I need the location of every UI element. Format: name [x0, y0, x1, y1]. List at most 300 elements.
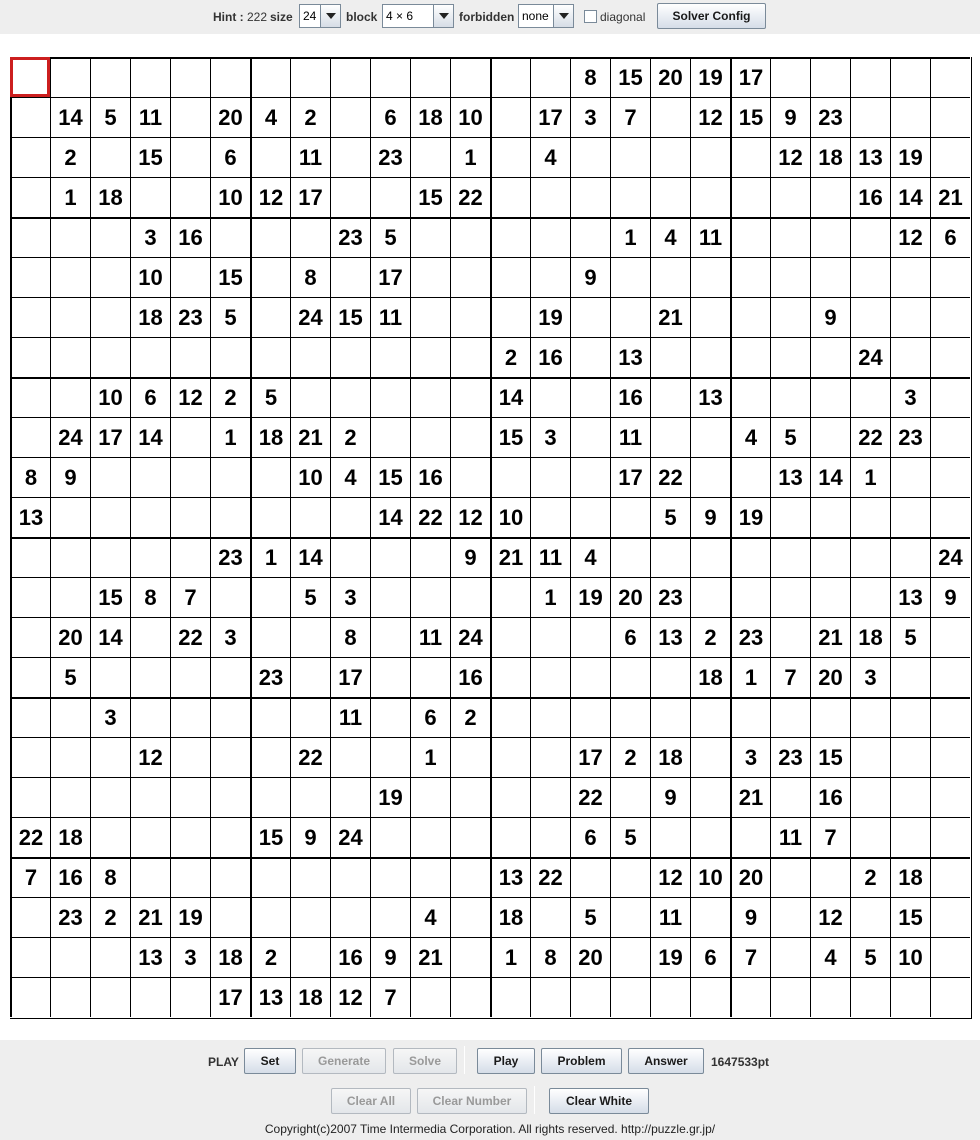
grid-cell[interactable]: 11: [290, 137, 330, 177]
grid-cell[interactable]: 7: [610, 97, 650, 137]
grid-cell[interactable]: [690, 697, 730, 737]
grid-cell[interactable]: 5: [890, 617, 930, 657]
grid-cell[interactable]: [690, 977, 730, 1017]
chevron-down-icon[interactable]: [553, 5, 573, 27]
grid-cell[interactable]: [850, 577, 890, 617]
grid-cell[interactable]: [530, 697, 570, 737]
grid-cell[interactable]: 10: [890, 937, 930, 977]
grid-cell[interactable]: [650, 977, 690, 1017]
grid-cell[interactable]: 17: [730, 57, 770, 97]
grid-cell[interactable]: 19: [730, 497, 770, 537]
grid-cell[interactable]: [130, 457, 170, 497]
grid-cell[interactable]: [930, 777, 970, 817]
grid-cell[interactable]: [410, 777, 450, 817]
grid-cell[interactable]: [930, 297, 970, 337]
grid-cell[interactable]: [210, 337, 250, 377]
grid-cell[interactable]: [330, 97, 370, 137]
grid-cell[interactable]: [930, 857, 970, 897]
grid-cell[interactable]: [810, 537, 850, 577]
grid-cell[interactable]: 16: [610, 377, 650, 417]
grid-cell[interactable]: 8: [10, 457, 50, 497]
grid-cell[interactable]: [90, 297, 130, 337]
grid-cell[interactable]: 2: [850, 857, 890, 897]
grid-cell[interactable]: [50, 497, 90, 537]
grid-cell[interactable]: [690, 777, 730, 817]
grid-cell[interactable]: [490, 137, 530, 177]
grid-cell[interactable]: 8: [330, 617, 370, 657]
grid-cell[interactable]: 14: [130, 417, 170, 457]
grid-cell[interactable]: [170, 417, 210, 457]
grid-cell[interactable]: [410, 257, 450, 297]
grid-cell[interactable]: 13: [130, 937, 170, 977]
grid-cell[interactable]: [690, 417, 730, 457]
grid-cell[interactable]: 19: [370, 777, 410, 817]
grid-cell[interactable]: [370, 857, 410, 897]
grid-cell[interactable]: [370, 657, 410, 697]
grid-cell[interactable]: 9: [810, 297, 850, 337]
grid-cell[interactable]: 9: [50, 457, 90, 497]
grid-cell[interactable]: [650, 177, 690, 217]
grid-cell[interactable]: 5: [250, 377, 290, 417]
grid-cell[interactable]: [90, 137, 130, 177]
grid-cell[interactable]: [770, 697, 810, 737]
grid-cell[interactable]: [450, 937, 490, 977]
grid-cell[interactable]: [930, 57, 970, 97]
grid-cell[interactable]: [490, 657, 530, 697]
grid-cell[interactable]: [810, 217, 850, 257]
grid-cell[interactable]: [490, 57, 530, 97]
grid-cell[interactable]: 18: [890, 857, 930, 897]
grid-cell[interactable]: 11: [770, 817, 810, 857]
grid-cell[interactable]: 12: [330, 977, 370, 1017]
grid-cell[interactable]: [450, 897, 490, 937]
chevron-down-icon[interactable]: [320, 5, 340, 27]
grid-cell[interactable]: [410, 377, 450, 417]
grid-cell[interactable]: [10, 737, 50, 777]
grid-cell[interactable]: 1: [250, 537, 290, 577]
grid-cell[interactable]: [210, 697, 250, 737]
grid-cell[interactable]: [10, 377, 50, 417]
grid-cell[interactable]: 9: [570, 257, 610, 297]
grid-cell[interactable]: [250, 617, 290, 657]
grid-cell[interactable]: 16: [330, 937, 370, 977]
grid-cell[interactable]: [50, 377, 90, 417]
grid-cell[interactable]: [370, 577, 410, 617]
grid-cell[interactable]: [490, 697, 530, 737]
grid-cell[interactable]: [650, 697, 690, 737]
grid-cell[interactable]: [890, 697, 930, 737]
grid-cell[interactable]: [10, 97, 50, 137]
grid-cell[interactable]: 14: [290, 537, 330, 577]
grid-cell[interactable]: [10, 537, 50, 577]
grid-cell[interactable]: [370, 177, 410, 217]
grid-cell[interactable]: 20: [810, 657, 850, 697]
block-select[interactable]: [382, 4, 454, 28]
grid-cell[interactable]: [10, 937, 50, 977]
grid-cell[interactable]: 7: [10, 857, 50, 897]
grid-cell[interactable]: [890, 977, 930, 1017]
grid-cell[interactable]: [10, 177, 50, 217]
grid-cell[interactable]: [330, 857, 370, 897]
grid-cell[interactable]: [290, 937, 330, 977]
grid-cell[interactable]: 2: [250, 937, 290, 977]
grid-cell[interactable]: 22: [530, 857, 570, 897]
grid-cell[interactable]: [770, 297, 810, 337]
grid-cell[interactable]: 14: [810, 457, 850, 497]
grid-cell[interactable]: 16: [410, 457, 450, 497]
grid-cell[interactable]: [530, 657, 570, 697]
grid-cell[interactable]: 13: [770, 457, 810, 497]
grid-cell[interactable]: [290, 697, 330, 737]
grid-cell[interactable]: 9: [450, 537, 490, 577]
grid-cell[interactable]: [570, 697, 610, 737]
grid-cell[interactable]: 12: [450, 497, 490, 537]
grid-cell[interactable]: 1: [50, 177, 90, 217]
grid-cell[interactable]: 4: [810, 937, 850, 977]
grid-cell[interactable]: [130, 617, 170, 657]
grid-cell[interactable]: [770, 937, 810, 977]
grid-cell[interactable]: 10: [290, 457, 330, 497]
grid-cell[interactable]: [410, 657, 450, 697]
forbidden-select[interactable]: [518, 4, 574, 28]
grid-cell[interactable]: 12: [650, 857, 690, 897]
solver-config-button[interactable]: Solver Config: [657, 3, 766, 29]
grid-cell[interactable]: [250, 497, 290, 537]
grid-cell[interactable]: 18: [90, 177, 130, 217]
grid-cell[interactable]: [530, 897, 570, 937]
grid-cell[interactable]: [690, 337, 730, 377]
grid-cell[interactable]: 1: [210, 417, 250, 457]
grid-cell[interactable]: [650, 97, 690, 137]
grid-cell[interactable]: [410, 337, 450, 377]
grid-cell[interactable]: 3: [570, 97, 610, 137]
grid-cell[interactable]: 11: [330, 697, 370, 737]
grid-cell[interactable]: [930, 617, 970, 657]
grid-cell[interactable]: [410, 857, 450, 897]
grid-cell[interactable]: [810, 697, 850, 737]
grid-cell[interactable]: [210, 897, 250, 937]
grid-cell[interactable]: [50, 337, 90, 377]
grid-cell[interactable]: [50, 977, 90, 1017]
grid-cell[interactable]: 12: [810, 897, 850, 937]
grid-cell[interactable]: [290, 857, 330, 897]
grid-cell[interactable]: 2: [490, 337, 530, 377]
grid-cell[interactable]: [490, 777, 530, 817]
generate-button[interactable]: Generate: [302, 1048, 386, 1074]
grid-cell[interactable]: [690, 257, 730, 297]
grid-cell[interactable]: [650, 537, 690, 577]
grid-cell[interactable]: [850, 817, 890, 857]
grid-cell[interactable]: [930, 137, 970, 177]
grid-cell[interactable]: [410, 137, 450, 177]
grid-cell[interactable]: [170, 737, 210, 777]
grid-cell[interactable]: [930, 337, 970, 377]
grid-cell[interactable]: 16: [50, 857, 90, 897]
grid-cell[interactable]: 6: [690, 937, 730, 977]
grid-cell[interactable]: [530, 377, 570, 417]
grid-cell[interactable]: 7: [370, 977, 410, 1017]
grid-cell[interactable]: [610, 257, 650, 297]
grid-cell[interactable]: [610, 497, 650, 537]
grid-cell[interactable]: [850, 257, 890, 297]
grid-cell[interactable]: 11: [530, 537, 570, 577]
grid-cell[interactable]: 20: [50, 617, 90, 657]
grid-cell[interactable]: 3: [210, 617, 250, 657]
grid-cell[interactable]: 5: [570, 897, 610, 937]
grid-cell[interactable]: 21: [810, 617, 850, 657]
grid-cell[interactable]: 16: [850, 177, 890, 217]
grid-cell[interactable]: 13: [610, 337, 650, 377]
grid-cell[interactable]: 10: [490, 497, 530, 537]
grid-cell[interactable]: 2: [610, 737, 650, 777]
grid-cell[interactable]: [690, 457, 730, 497]
grid-cell[interactable]: [810, 377, 850, 417]
grid-cell[interactable]: 8: [130, 577, 170, 617]
grid-cell[interactable]: 1: [450, 137, 490, 177]
grid-cell[interactable]: 6: [570, 817, 610, 857]
grid-cell[interactable]: [730, 457, 770, 497]
grid-cell[interactable]: [610, 657, 650, 697]
grid-cell[interactable]: 8: [290, 257, 330, 297]
grid-cell[interactable]: 10: [130, 257, 170, 297]
grid-cell[interactable]: [450, 57, 490, 97]
grid-cell[interactable]: [10, 977, 50, 1017]
grid-cell[interactable]: [930, 937, 970, 977]
grid-cell[interactable]: [330, 177, 370, 217]
grid-cell[interactable]: [770, 177, 810, 217]
grid-cell[interactable]: [450, 817, 490, 857]
grid-cell[interactable]: [570, 217, 610, 257]
grid-cell[interactable]: [370, 817, 410, 857]
grid-cell[interactable]: [490, 977, 530, 1017]
grid-cell[interactable]: 3: [170, 937, 210, 977]
grid-cell[interactable]: 18: [50, 817, 90, 857]
grid-cell[interactable]: 24: [290, 297, 330, 337]
grid-cell[interactable]: 4: [650, 217, 690, 257]
grid-cell[interactable]: 2: [690, 617, 730, 657]
grid-cell[interactable]: [130, 57, 170, 97]
grid-cell[interactable]: [570, 417, 610, 457]
grid-cell[interactable]: [690, 737, 730, 777]
grid-cell[interactable]: 16: [170, 217, 210, 257]
grid-cell[interactable]: 1: [730, 657, 770, 697]
grid-cell[interactable]: [930, 377, 970, 417]
grid-cell[interactable]: [850, 537, 890, 577]
grid-cell[interactable]: [130, 497, 170, 537]
grid-cell[interactable]: [490, 737, 530, 777]
grid-cell[interactable]: [370, 377, 410, 417]
grid-cell[interactable]: [530, 617, 570, 657]
grid-cell[interactable]: 11: [610, 417, 650, 457]
grid-cell[interactable]: 12: [130, 737, 170, 777]
grid-cell[interactable]: [450, 977, 490, 1017]
grid-cell[interactable]: 20: [610, 577, 650, 617]
grid-cell[interactable]: 9: [730, 897, 770, 937]
grid-cell[interactable]: [170, 697, 210, 737]
grid-cell[interactable]: [410, 817, 450, 857]
grid-cell[interactable]: 16: [530, 337, 570, 377]
grid-cell[interactable]: 15: [890, 897, 930, 937]
grid-cell[interactable]: [170, 817, 210, 857]
grid-cell[interactable]: [90, 657, 130, 697]
grid-cell[interactable]: 19: [690, 57, 730, 97]
grid-cell[interactable]: [170, 537, 210, 577]
grid-cell[interactable]: 2: [450, 697, 490, 737]
grid-cell[interactable]: [90, 337, 130, 377]
grid-cell[interactable]: 9: [770, 97, 810, 137]
grid-cell[interactable]: [50, 217, 90, 257]
grid-cell[interactable]: [490, 257, 530, 297]
grid-cell[interactable]: [770, 497, 810, 537]
grid-cell[interactable]: 3: [890, 377, 930, 417]
grid-cell[interactable]: 14: [50, 97, 90, 137]
grid-cell[interactable]: 15: [610, 57, 650, 97]
grid-cell[interactable]: [450, 577, 490, 617]
grid-cell[interactable]: 18: [850, 617, 890, 657]
grid-cell[interactable]: [370, 537, 410, 577]
grid-cell[interactable]: [170, 137, 210, 177]
grid-cell[interactable]: [930, 897, 970, 937]
grid-cell[interactable]: [170, 97, 210, 137]
grid-cell[interactable]: [250, 57, 290, 97]
grid-cell[interactable]: [290, 497, 330, 537]
grid-cell[interactable]: [810, 977, 850, 1017]
grid-cell[interactable]: [210, 657, 250, 697]
grid-cell[interactable]: 21: [290, 417, 330, 457]
grid-cell[interactable]: 3: [730, 737, 770, 777]
grid-cell[interactable]: 5: [290, 577, 330, 617]
grid-cell[interactable]: [210, 497, 250, 537]
grid-cell[interactable]: 22: [10, 817, 50, 857]
grid-cell[interactable]: 3: [330, 577, 370, 617]
grid-cell[interactable]: 4: [730, 417, 770, 457]
grid-cell[interactable]: 10: [210, 177, 250, 217]
grid-cell[interactable]: [10, 137, 50, 177]
grid-cell[interactable]: [930, 497, 970, 537]
grid-cell[interactable]: 15: [210, 257, 250, 297]
grid-cell[interactable]: 14: [490, 377, 530, 417]
grid-cell[interactable]: [330, 737, 370, 777]
grid-cell[interactable]: 11: [650, 897, 690, 937]
grid-cell[interactable]: 20: [570, 937, 610, 977]
grid-cell[interactable]: [290, 897, 330, 937]
grid-cell[interactable]: [50, 577, 90, 617]
grid-cell[interactable]: [730, 977, 770, 1017]
grid-cell[interactable]: [170, 857, 210, 897]
grid-cell[interactable]: [90, 817, 130, 857]
grid-cell[interactable]: [330, 337, 370, 377]
grid-cell[interactable]: 5: [210, 297, 250, 337]
grid-cell[interactable]: [610, 937, 650, 977]
grid-cell[interactable]: 8: [570, 57, 610, 97]
grid-cell[interactable]: 23: [890, 417, 930, 457]
grid-cell[interactable]: 20: [730, 857, 770, 897]
grid-cell[interactable]: 21: [730, 777, 770, 817]
grid-cell[interactable]: 22: [450, 177, 490, 217]
grid-cell[interactable]: [690, 577, 730, 617]
grid-cell[interactable]: [330, 137, 370, 177]
grid-cell[interactable]: [890, 777, 930, 817]
grid-cell[interactable]: [930, 457, 970, 497]
grid-cell[interactable]: [730, 817, 770, 857]
grid-cell[interactable]: [930, 417, 970, 457]
grid-cell[interactable]: 17: [290, 177, 330, 217]
grid-cell[interactable]: 23: [170, 297, 210, 337]
grid-cell[interactable]: 5: [650, 497, 690, 537]
grid-cell[interactable]: [450, 257, 490, 297]
grid-cell[interactable]: [130, 857, 170, 897]
grid-cell[interactable]: [730, 257, 770, 297]
grid-cell[interactable]: [10, 777, 50, 817]
grid-cell[interactable]: [250, 297, 290, 337]
grid-cell[interactable]: 7: [730, 937, 770, 977]
grid-cell[interactable]: [210, 777, 250, 817]
grid-cell[interactable]: 2: [210, 377, 250, 417]
grid-cell[interactable]: [250, 697, 290, 737]
grid-cell[interactable]: [570, 177, 610, 217]
grid-cell[interactable]: [890, 257, 930, 297]
grid-cell[interactable]: [90, 57, 130, 97]
grid-cell[interactable]: [250, 137, 290, 177]
grid-cell[interactable]: [290, 617, 330, 657]
grid-cell[interactable]: [530, 497, 570, 537]
answer-button[interactable]: Answer: [628, 1048, 704, 1074]
grid-cell[interactable]: 18: [690, 657, 730, 697]
grid-cell[interactable]: 12: [250, 177, 290, 217]
grid-cell[interactable]: 23: [50, 897, 90, 937]
grid-cell[interactable]: [810, 177, 850, 217]
grid-cell[interactable]: [330, 897, 370, 937]
grid-cell[interactable]: 13: [690, 377, 730, 417]
grid-cell[interactable]: [930, 257, 970, 297]
grid-cell[interactable]: [610, 137, 650, 177]
grid-cell[interactable]: [50, 297, 90, 337]
grid-cell[interactable]: 2: [50, 137, 90, 177]
grid-cell[interactable]: 9: [370, 937, 410, 977]
grid-cell[interactable]: 6: [370, 97, 410, 137]
grid-cell[interactable]: 13: [10, 497, 50, 537]
grid-cell[interactable]: 8: [530, 937, 570, 977]
grid-cell[interactable]: [770, 617, 810, 657]
grid-cell[interactable]: [890, 657, 930, 697]
grid-cell[interactable]: 22: [570, 777, 610, 817]
grid-cell[interactable]: [370, 57, 410, 97]
grid-cell[interactable]: [850, 697, 890, 737]
grid-cell[interactable]: [250, 577, 290, 617]
grid-cell[interactable]: [650, 377, 690, 417]
grid-cell[interactable]: [90, 497, 130, 537]
grid-cell[interactable]: [770, 897, 810, 937]
grid-cell[interactable]: [650, 657, 690, 697]
grid-cell[interactable]: 19: [890, 137, 930, 177]
grid-cell[interactable]: [50, 777, 90, 817]
grid-cell[interactable]: [450, 737, 490, 777]
grid-cell[interactable]: [370, 417, 410, 457]
grid-cell[interactable]: [450, 337, 490, 377]
grid-cell[interactable]: [730, 217, 770, 257]
grid-cell[interactable]: [730, 137, 770, 177]
grid-cell[interactable]: [530, 737, 570, 777]
grid-cell[interactable]: 8: [90, 857, 130, 897]
grid-cell[interactable]: 6: [210, 137, 250, 177]
grid-cell[interactable]: [90, 937, 130, 977]
grid-cell[interactable]: [250, 337, 290, 377]
grid-cell[interactable]: [650, 417, 690, 457]
grid-cell[interactable]: [650, 257, 690, 297]
grid-cell[interactable]: 24: [850, 337, 890, 377]
grid-cell[interactable]: 13: [490, 857, 530, 897]
grid-cell[interactable]: [290, 777, 330, 817]
